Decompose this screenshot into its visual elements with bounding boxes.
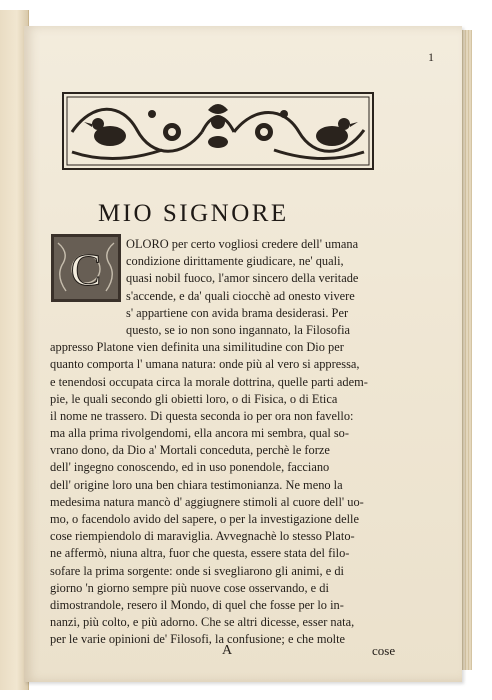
body-text <box>50 236 386 649</box>
text-line: giorno 'n giorno sempre più nuove cose osservando, e di <box>50 580 329 595</box>
text-line: questo, se io non sono ingannato, la Filosofia <box>126 322 351 337</box>
text-line: nanzi, più colto, e più adorno. Che se altri dicesse, esser nata, <box>50 615 355 630</box>
text-line: medesima natura mancò d' aggiugnere stimoli al cuore dell' uo- <box>50 494 364 509</box>
text-line: ma alla prima rivolgendomi, ella ancora mi sembra, qual so- <box>50 426 349 441</box>
text-line: pie, le quali secondo gli obietti loro, o di Fisica, o di Etica <box>50 391 338 406</box>
text-line: ne affermò, niuna altra, fuor che questa, essere stata del filo- <box>50 546 350 561</box>
text-line: quanto comporta l' umana natura: onde più al vero si appressa, <box>50 357 360 372</box>
text-line: sofare la prima sorgente: onde si svegliarono gli animi, e di <box>50 563 344 578</box>
catchword: cose <box>372 643 396 658</box>
page-title: MIO SIGNORE <box>98 200 289 227</box>
text-line: e tenendosi occupata circa la morale dottrina, quelle parti adem- <box>50 374 368 389</box>
signature-mark: A <box>222 643 233 658</box>
text-line: quasi nobil fuoco, l'amor sincero della veritade <box>126 271 359 286</box>
text-line: appresso Platone vien definita una similitudine con Dio per <box>50 340 344 355</box>
ornamental-headpiece <box>62 92 374 170</box>
central-flower-icon <box>208 104 228 148</box>
text-line: vrano dono, da Dio a' Mortali conceduta, perchè le forze <box>50 443 330 458</box>
text-line: condizione dirittamente giudicare, ne' quali, <box>126 254 344 269</box>
text-line: OLORO per certo vogliosi credere dell' umana <box>126 237 359 251</box>
text-line: dell' origine loro una ben chiara testimonianza. Ne meno la <box>50 477 343 492</box>
text-line: il nome ne trassero. Di questa seconda io per ora non favello: <box>50 408 354 423</box>
drop-cap-letter: C <box>70 244 102 295</box>
text-line: s' appartiene con avida brama desiderasi. Per <box>126 305 349 320</box>
text-line: dimostrandole, resero il Mondo, di quel che fosse per lo in- <box>50 597 344 612</box>
text-line: s'accende, e da' quali ciocchè ad onesto vivere <box>126 288 355 303</box>
page-number: 1 <box>428 50 434 64</box>
text-line: dell' ingegno conoscendo, ed in uso ponendole, facciano <box>50 460 330 475</box>
text-line: cose riempiendolo di maraviglia. Avvegnachè lo stesso Plato- <box>50 529 355 544</box>
text-line: per le varie opinioni de' Filosofi, la confusione; e che molte <box>50 632 346 647</box>
left-bird-icon <box>84 118 126 146</box>
text-line: mo, o facendolo avido del sapere, o per la investigazione delle <box>50 512 359 526</box>
